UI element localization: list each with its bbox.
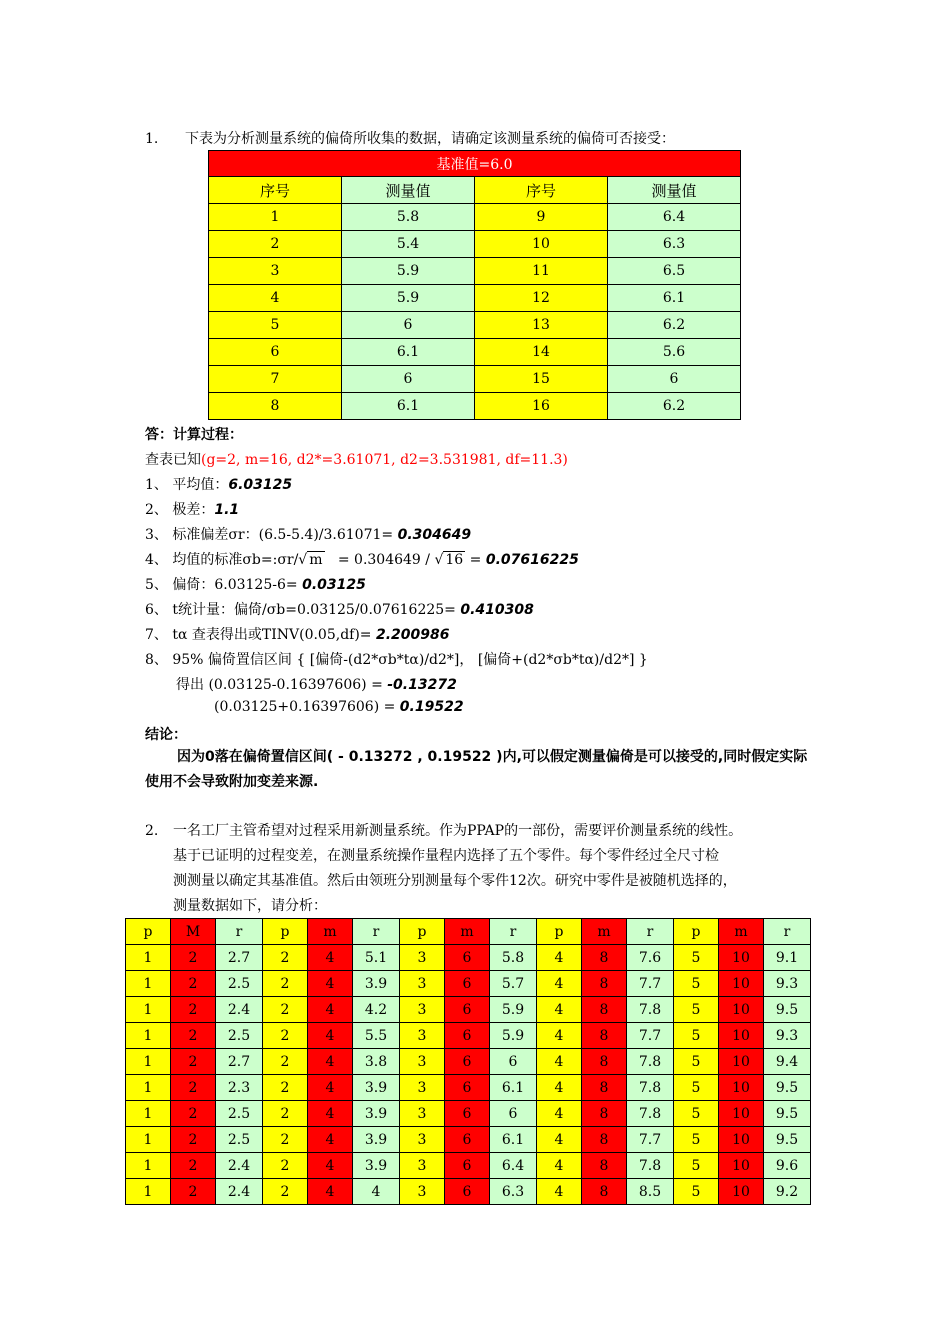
table-cell: 6.4 <box>608 204 741 231</box>
table-header-cell: p <box>537 919 582 945</box>
sqrt-16: 16 <box>445 552 464 568</box>
table-cell: 8 <box>582 997 627 1023</box>
table-cell: 5.9 <box>342 285 475 312</box>
table-cell: 12 <box>475 285 608 312</box>
table-header-cell: 测量值 <box>342 177 475 204</box>
table-cell: 6.5 <box>608 258 741 285</box>
table-row <box>126 945 811 971</box>
step-value: 0.03125 <box>302 577 366 593</box>
step-6 <box>145 599 534 619</box>
table-cell: 3.8 <box>353 1049 400 1075</box>
bias-data-table <box>208 150 741 420</box>
table-cell: 3.9 <box>353 1153 400 1179</box>
table-cell: 4 <box>308 1049 353 1075</box>
table-cell: 10 <box>719 1075 764 1101</box>
step-label: 6、 t统计量：偏倚/σb=0.03125/0.07616225= <box>145 602 456 618</box>
table-cell: 5.5 <box>353 1023 400 1049</box>
table-cell: 6 <box>209 339 342 366</box>
table-cell: 10 <box>719 1153 764 1179</box>
ci-upper <box>214 699 464 715</box>
table-cell: 4 <box>537 1153 582 1179</box>
ci-lower-value: -0.13272 <box>387 677 457 693</box>
step-value: 2.200986 <box>376 627 450 643</box>
table-row <box>209 204 741 231</box>
table-cell: 6 <box>342 366 475 393</box>
table-cell: 4 <box>537 945 582 971</box>
table-cell: 2.5 <box>216 1127 263 1153</box>
table-cell: 14 <box>475 339 608 366</box>
table-cell: 7.8 <box>627 1153 674 1179</box>
table-header-cell: p <box>400 919 445 945</box>
step-label: 4、 均值的标准σb=:σr/ <box>145 552 299 568</box>
table-header-cell: 序号 <box>475 177 608 204</box>
table-cell: 4 <box>308 1101 353 1127</box>
table-cell: 6.1 <box>490 1075 537 1101</box>
table-cell: 5 <box>674 1049 719 1075</box>
ci-upper-value: 0.19522 <box>399 699 464 715</box>
table-cell: 6 <box>490 1049 537 1075</box>
table-cell: 3 <box>400 1075 445 1101</box>
table-cell: 2.4 <box>216 997 263 1023</box>
table-cell: 4 <box>308 1075 353 1101</box>
table-cell: 10 <box>719 1101 764 1127</box>
table-cell: 4 <box>209 285 342 312</box>
table-cell: 10 <box>719 1049 764 1075</box>
table-cell: 9.5 <box>764 1101 811 1127</box>
table-cell: 4 <box>537 1023 582 1049</box>
table-header-cell: r <box>764 919 811 945</box>
table-cell: 4.2 <box>353 997 400 1023</box>
known-params: (g=2, m=16, d2*=3.61071, d2=3.531981, df=11.3) <box>201 452 568 468</box>
step-value: 0.410308 <box>460 602 534 618</box>
table-row <box>209 231 741 258</box>
table-header-row <box>126 919 811 945</box>
table-cell: 10 <box>719 1179 764 1205</box>
table-cell: 3 <box>400 1049 445 1075</box>
table-cell: 3 <box>209 258 342 285</box>
table-cell: 8 <box>582 1023 627 1049</box>
table-cell: 6 <box>445 997 490 1023</box>
table-cell: 4 <box>308 945 353 971</box>
table-header-cell: m <box>445 919 490 945</box>
table-cell: 1 <box>126 1179 171 1205</box>
table-cell: 6.1 <box>342 339 475 366</box>
table-cell: 2.4 <box>216 1153 263 1179</box>
table-cell: 3 <box>400 945 445 971</box>
table-cell: 1 <box>126 971 171 997</box>
table-cell: 3.9 <box>353 1101 400 1127</box>
table-cell: 7.8 <box>627 1075 674 1101</box>
table-cell: 2 <box>171 1127 216 1153</box>
table-cell: 7.8 <box>627 1049 674 1075</box>
conclusion-text: 因为0落在偏倚置信区间( - 0.13272 , 0.19522 )内,可以假定测量偏倚是可以接受的,同时假定实际使用不会导致附加变差来源. <box>145 749 808 790</box>
table-cell: 6 <box>445 1075 490 1101</box>
table-cell: 6.1 <box>608 285 741 312</box>
table-cell: 3 <box>400 997 445 1023</box>
table-cell: 2 <box>263 1075 308 1101</box>
table-cell: 9 <box>475 204 608 231</box>
table-cell: 5 <box>674 1153 719 1179</box>
table-cell: 5 <box>674 997 719 1023</box>
conclusion-heading: 结论： <box>145 727 187 743</box>
table-cell: 10 <box>475 231 608 258</box>
question-2-line: 一名工厂主管希望对过程采用新测量系统。作为PPAP的一部份，需要评价测量系统的线性。 <box>173 823 743 839</box>
table-header-cell: m <box>308 919 353 945</box>
table-cell: 3 <box>400 1127 445 1153</box>
ci-lower <box>176 674 457 694</box>
table-row <box>126 1049 811 1075</box>
question-2-line: 基于已证明的过程变差，在测量系统操作量程内选择了五个零件。每个零件经过全尺寸检 <box>173 848 719 864</box>
table-cell: 9.3 <box>764 971 811 997</box>
table-cell: 2 <box>263 1023 308 1049</box>
table-cell: 1 <box>126 1075 171 1101</box>
table-header-cell: p <box>126 919 171 945</box>
table-cell: 3.9 <box>353 971 400 997</box>
table-row <box>126 1075 811 1101</box>
ci-lower-label: 得出 (0.03125-0.16397606) = <box>176 677 388 693</box>
table-cell: 2 <box>263 1101 308 1127</box>
table-cell: 6 <box>445 1023 490 1049</box>
table-cell: 4 <box>308 997 353 1023</box>
table-cell: 9.5 <box>764 1127 811 1153</box>
step-label: 1、 平均值： <box>145 477 229 493</box>
table-cell: 2 <box>171 997 216 1023</box>
table-cell: 13 <box>475 312 608 339</box>
table-cell: 10 <box>719 997 764 1023</box>
table-cell: 8 <box>582 1127 627 1153</box>
table-cell: 2.7 <box>216 945 263 971</box>
table-cell: 4 <box>308 971 353 997</box>
table-cell: 6.3 <box>490 1179 537 1205</box>
table-cell: 2.7 <box>216 1049 263 1075</box>
table-cell: 6 <box>490 1101 537 1127</box>
table-cell: 8 <box>582 945 627 971</box>
table-cell: 4 <box>308 1179 353 1205</box>
table-cell: 10 <box>719 971 764 997</box>
table-cell: 2 <box>171 945 216 971</box>
table-row <box>126 971 811 997</box>
table-cell: 2 <box>263 1049 308 1075</box>
table-cell: 5.9 <box>342 258 475 285</box>
table-cell: 16 <box>475 393 608 420</box>
table-cell: 2 <box>263 971 308 997</box>
table-cell: 6.3 <box>608 231 741 258</box>
step-value: 6.03125 <box>228 477 293 493</box>
table-cell: 7.8 <box>627 1101 674 1127</box>
table-cell: 2 <box>171 1179 216 1205</box>
table-cell: 9.2 <box>764 1179 811 1205</box>
table-cell: 5.4 <box>342 231 475 258</box>
table-header-cell: 测量值 <box>608 177 741 204</box>
question-2-line: 测量数据如下，请分析： <box>173 898 327 914</box>
table-cell: 8.5 <box>627 1179 674 1205</box>
table-cell: 1 <box>126 1101 171 1127</box>
table-cell: 6 <box>342 312 475 339</box>
table-cell: 5.7 <box>490 971 537 997</box>
table-cell: 1 <box>126 1023 171 1049</box>
table-cell: 1 <box>126 945 171 971</box>
table-cell: 2.5 <box>216 971 263 997</box>
table-cell: 8 <box>582 1179 627 1205</box>
question-1-number: 1. <box>145 131 159 147</box>
table-cell: 6 <box>608 366 741 393</box>
table-header-cell: p <box>674 919 719 945</box>
table-header-cell: m <box>582 919 627 945</box>
table-cell: 2 <box>263 1127 308 1153</box>
table-cell: 4 <box>537 1101 582 1127</box>
table-cell: 5 <box>674 1101 719 1127</box>
table-cell: 6.2 <box>608 312 741 339</box>
table-cell: 6.4 <box>490 1153 537 1179</box>
ci-upper-label: (0.03125+0.16397606) = <box>214 699 400 715</box>
table-cell: 5.8 <box>490 945 537 971</box>
table-cell: 2 <box>171 1153 216 1179</box>
table-cell: 5.1 <box>353 945 400 971</box>
table-cell: 7.6 <box>627 945 674 971</box>
table-cell: 8 <box>209 393 342 420</box>
step-label: 3、 标准偏差σr：(6.5-5.4)/3.61071= <box>145 527 394 543</box>
table-cell: 2.3 <box>216 1075 263 1101</box>
table-cell: 2 <box>171 971 216 997</box>
table-cell: 9.5 <box>764 997 811 1023</box>
table-cell: 7.8 <box>627 997 674 1023</box>
table-cell: 1 <box>126 1049 171 1075</box>
step-text: = <box>465 552 486 568</box>
table-cell: 2 <box>171 1075 216 1101</box>
table-cell: 5.8 <box>342 204 475 231</box>
table-cell: 5 <box>674 1075 719 1101</box>
question-2-line: 测测量以确定其基准值。然后由领班分别测量每个零件12次。研究中零件是被随机选择的， <box>173 873 737 889</box>
step-text: = 0.304649 / <box>333 552 431 568</box>
table-cell: 8 <box>582 1153 627 1179</box>
table-cell: 6.2 <box>608 393 741 420</box>
table-cell: 8 <box>582 1075 627 1101</box>
table-cell: 2 <box>171 1023 216 1049</box>
table-row <box>209 366 741 393</box>
table-row <box>209 258 741 285</box>
table-header-cell: p <box>263 919 308 945</box>
table-cell: 8 <box>582 1101 627 1127</box>
table-cell: 3.9 <box>353 1127 400 1153</box>
table-header-cell: m <box>719 919 764 945</box>
table-cell: 6 <box>445 945 490 971</box>
table-cell: 9.3 <box>764 1023 811 1049</box>
step-label: 7、 tα 查表得出或TINV(0.05,df)= <box>145 627 372 643</box>
table-row <box>209 393 741 420</box>
table-cell: 10 <box>719 945 764 971</box>
table-header-cell: r <box>627 919 674 945</box>
table-cell: 3 <box>400 1023 445 1049</box>
table-cell: 4 <box>537 997 582 1023</box>
table-cell: 5.9 <box>490 1023 537 1049</box>
table-cell: 10 <box>719 1127 764 1153</box>
table-header-cell: 序号 <box>209 177 342 204</box>
table-header-cell: r <box>490 919 537 945</box>
table-header-cell: M <box>171 919 216 945</box>
table-cell: 7.7 <box>627 971 674 997</box>
table-row <box>209 285 741 312</box>
table-cell: 5.9 <box>490 997 537 1023</box>
table-cell: 5 <box>674 1023 719 1049</box>
table-row <box>209 312 741 339</box>
answer-heading: 答：计算过程： <box>145 427 243 443</box>
table-cell: 4 <box>537 1075 582 1101</box>
step-label: 2、 极差： <box>145 502 215 518</box>
table-cell: 6 <box>445 1179 490 1205</box>
step-label: 5、 偏倚：6.03125-6= <box>145 577 298 593</box>
table-cell: 6 <box>445 971 490 997</box>
table-cell: 8 <box>582 1049 627 1075</box>
table-cell: 3 <box>400 1153 445 1179</box>
step-value: 0.304649 <box>397 527 472 543</box>
table-cell: 5 <box>674 1127 719 1153</box>
table-cell: 3 <box>400 1179 445 1205</box>
table-cell: 6 <box>445 1127 490 1153</box>
table-cell: 2 <box>263 997 308 1023</box>
table-cell: 7.7 <box>627 1023 674 1049</box>
table-cell: 6 <box>445 1101 490 1127</box>
table-cell: 2 <box>209 231 342 258</box>
reference-value-header: 基准值=6.0 <box>209 151 741 177</box>
table-header-cell: r <box>353 919 400 945</box>
question-2 <box>145 819 742 919</box>
table-cell: 6 <box>445 1153 490 1179</box>
table-cell: 5 <box>209 312 342 339</box>
table-row <box>209 339 741 366</box>
step-value: 1.1 <box>214 502 240 518</box>
step-2 <box>145 499 239 519</box>
table-cell: 9.5 <box>764 1075 811 1101</box>
table-cell: 5.6 <box>608 339 741 366</box>
question-2-number: 2. <box>145 823 159 839</box>
table-cell: 4 <box>537 1127 582 1153</box>
table-cell: 2 <box>263 1179 308 1205</box>
table-cell: 2.5 <box>216 1101 263 1127</box>
table-cell: 6 <box>445 1049 490 1075</box>
table-cell: 5 <box>674 971 719 997</box>
table-cell: 7 <box>209 366 342 393</box>
table-cell: 8 <box>582 971 627 997</box>
question-1 <box>145 128 675 148</box>
table-cell: 9.6 <box>764 1153 811 1179</box>
known-prefix: 查表已知 <box>145 452 201 468</box>
table-cell: 4 <box>537 1049 582 1075</box>
table-cell: 2.4 <box>216 1179 263 1205</box>
step-5 <box>145 574 366 594</box>
table-cell: 4 <box>537 971 582 997</box>
known-values-line <box>145 449 568 469</box>
table-cell: 4 <box>308 1153 353 1179</box>
table-cell: 10 <box>719 1023 764 1049</box>
table-cell: 4 <box>353 1179 400 1205</box>
table-cell: 4 <box>537 1179 582 1205</box>
table-cell: 2 <box>171 1049 216 1075</box>
table-cell: 11 <box>475 258 608 285</box>
table-cell: 9.4 <box>764 1049 811 1075</box>
table-row <box>126 1179 811 1205</box>
step-3 <box>145 524 471 544</box>
table-row <box>126 1127 811 1153</box>
table-cell: 1 <box>126 997 171 1023</box>
table-cell: 2 <box>171 1101 216 1127</box>
table-cell: 1 <box>209 204 342 231</box>
table-cell: 3 <box>400 1101 445 1127</box>
table-cell: 1 <box>126 1127 171 1153</box>
step-4: 4、 均值的标准σb=:σr/√ m = 0.304649 / √ 16 = 0.07616225 <box>145 552 579 568</box>
step-value: 0.07616225 <box>485 552 579 568</box>
table-header-cell: r <box>216 919 263 945</box>
table-cell: 4 <box>308 1023 353 1049</box>
table-cell: 6.1 <box>342 393 475 420</box>
table-cell: 1 <box>126 1153 171 1179</box>
table-cell: 15 <box>475 366 608 393</box>
table-cell: 2.5 <box>216 1023 263 1049</box>
table-row <box>126 997 811 1023</box>
table-cell: 7.7 <box>627 1127 674 1153</box>
question-1-text: 下表为分析测量系统的偏倚所收集的数据，请确定该测量系统的偏倚可否接受： <box>185 131 675 147</box>
table-cell: 6.1 <box>490 1127 537 1153</box>
table-cell: 3.9 <box>353 1075 400 1101</box>
table-cell: 2 <box>263 945 308 971</box>
step-8: 8、 95% 偏倚置信区间 { [偏倚-(d2*σb*tα)/d2*]， [偏倚+(d2*σb*tα)/d2*] } <box>145 652 648 668</box>
table-cell: 4 <box>308 1127 353 1153</box>
table-row <box>126 1153 811 1179</box>
table-row <box>126 1101 811 1127</box>
step-7 <box>145 624 450 644</box>
table-cell: 5 <box>674 1179 719 1205</box>
table-cell: 2 <box>263 1153 308 1179</box>
table-cell: 5 <box>674 945 719 971</box>
step-1 <box>145 474 292 494</box>
table-cell: 3 <box>400 971 445 997</box>
linearity-data-table <box>125 918 811 1205</box>
table-row <box>126 1023 811 1049</box>
table-cell: 9.1 <box>764 945 811 971</box>
sqrt-m: m <box>309 552 323 568</box>
